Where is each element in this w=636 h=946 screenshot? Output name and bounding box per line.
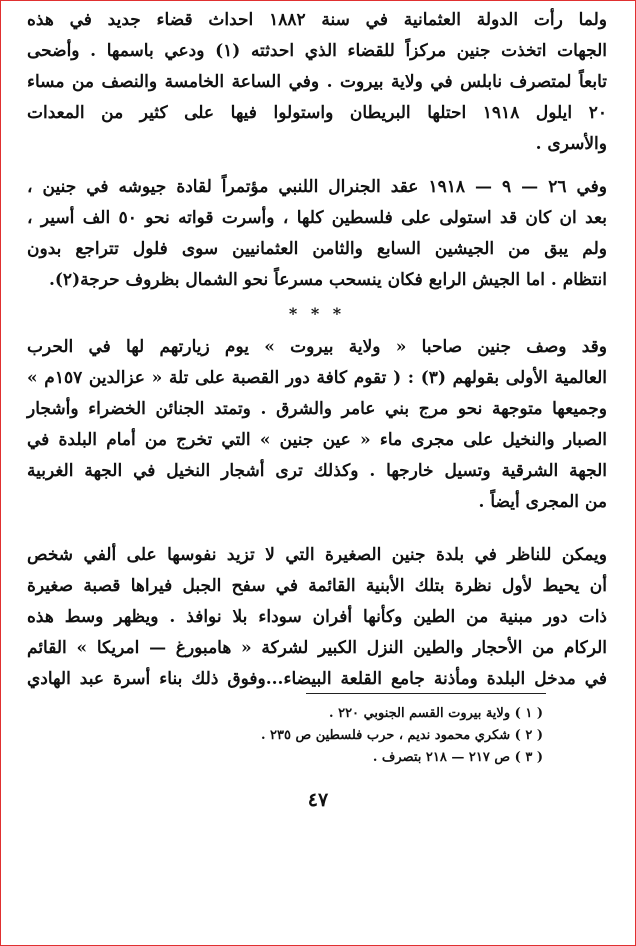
text-line: ذات دور مبنية من الطين وكأنها أفران سوداء بلا نوافذ . ويظهر وسط هذه	[27, 607, 607, 627]
paragraph-1	[27, 5, 607, 160]
text-line: تابعاً لمتصرف نابلس في ولاية بيروت . وفي الساعة الخامسة والنصف من مساء	[27, 72, 607, 92]
section-separator: * * *	[288, 304, 346, 323]
text-line: الجهات اتخذت جنين مركزاً للقضاء الذي احدثته (١) ودعي باسمها . وأضحى	[27, 41, 607, 61]
text-line: انتظام . اما الجيش الرابع فكان ينسحب مسرعاً نحو الشمال بظروف حرجة(٢).	[48, 270, 607, 290]
text-line: أن يحيط لأول نظرة بتلك الأبنية القائمة في سفح الجبل فيراها قصبة صغيرة	[27, 576, 607, 596]
text-line: ولم يبق من الجيشين السابع والثامن العثمانيين سوى فلول تتراجع بدون	[27, 239, 607, 259]
text-line: العالمية الأولى بقولهم (٣) : ( تقوم كافة دور القصبة على تلة « عزالدين ١٥٧م »	[27, 368, 607, 388]
paragraph-2	[27, 172, 607, 296]
text-line: الجهة الشرقية وتسيل خارجها . وكذلك ترى أشجار النخيل في الجهة الغربية	[27, 461, 607, 481]
text-line: ويمكن للناظر في بلدة جنين الصغيرة التي لا تزيد نفوسها على ألفي شخص	[27, 545, 607, 565]
paragraph-3	[27, 332, 607, 518]
body-text	[27, 5, 607, 695]
text-line: وقد وصف جنين صاحبا « ولاية بيروت » يوم زيارتهم لها في الحرب	[27, 337, 607, 357]
text-line: ٢٠ ايلول ١٩١٨ احتلها البريطان واستولوا فيها على كثير من المعدات	[27, 103, 607, 123]
text-line: الركام من الأحجار والطين النزل الكبير لشركة « هامبورغ — امريكا » القائم	[27, 638, 607, 658]
page-number: ٤٧	[307, 789, 329, 811]
paragraph-4	[27, 540, 607, 695]
text-line: وفي ٢٦ — ٩ — ١٩١٨ عقد الجنرال اللنبي مؤتمراً لقادة جيوشه في جنين ،	[27, 177, 607, 197]
text-line: ولما رأت الدولة العثمانية في سنة ١٨٨٢ احداث قضاء جديد في هذه	[27, 10, 607, 30]
footnote-2: ( ٢ ) شكري محمود نديم ، حرب فلسطين ص ٢٣٥ .	[260, 728, 543, 743]
text-line: في مدخل البلدة ومأذنة جامع القلعة البيضاء...وفوق ذلك بناء أسرة عبد الهادي	[27, 669, 607, 689]
footnote-1: ( ١ ) ولاية بيروت القسم الجنوبي ٢٢٠ .	[329, 706, 543, 721]
text-line: بعد ان كان قد استولى على فلسطين كلها ، وأسرت قواته نحو ٥٠ الف أسير ،	[27, 208, 607, 228]
footnote-divider	[306, 693, 546, 694]
text-line: من المجرى أيضاً .	[478, 492, 607, 512]
footnotes	[91, 703, 543, 769]
text-line: وجميعها متوجهة نحو مرج بني عامر والشرق . وتمتد الجنائن الخضراء وأشجار	[27, 399, 607, 419]
text-line: الصبار والنخيل على مجرى ماء « عين جنين » التي تخرج من أمام البلدة في	[27, 430, 607, 450]
paragraph-gap	[27, 160, 607, 172]
text-line: والأسرى .	[535, 134, 607, 154]
footnote-3: ( ٣ ) ص ٢١٧ — ٢١٨ بتصرف .	[372, 750, 543, 765]
paragraph-gap	[27, 518, 607, 540]
